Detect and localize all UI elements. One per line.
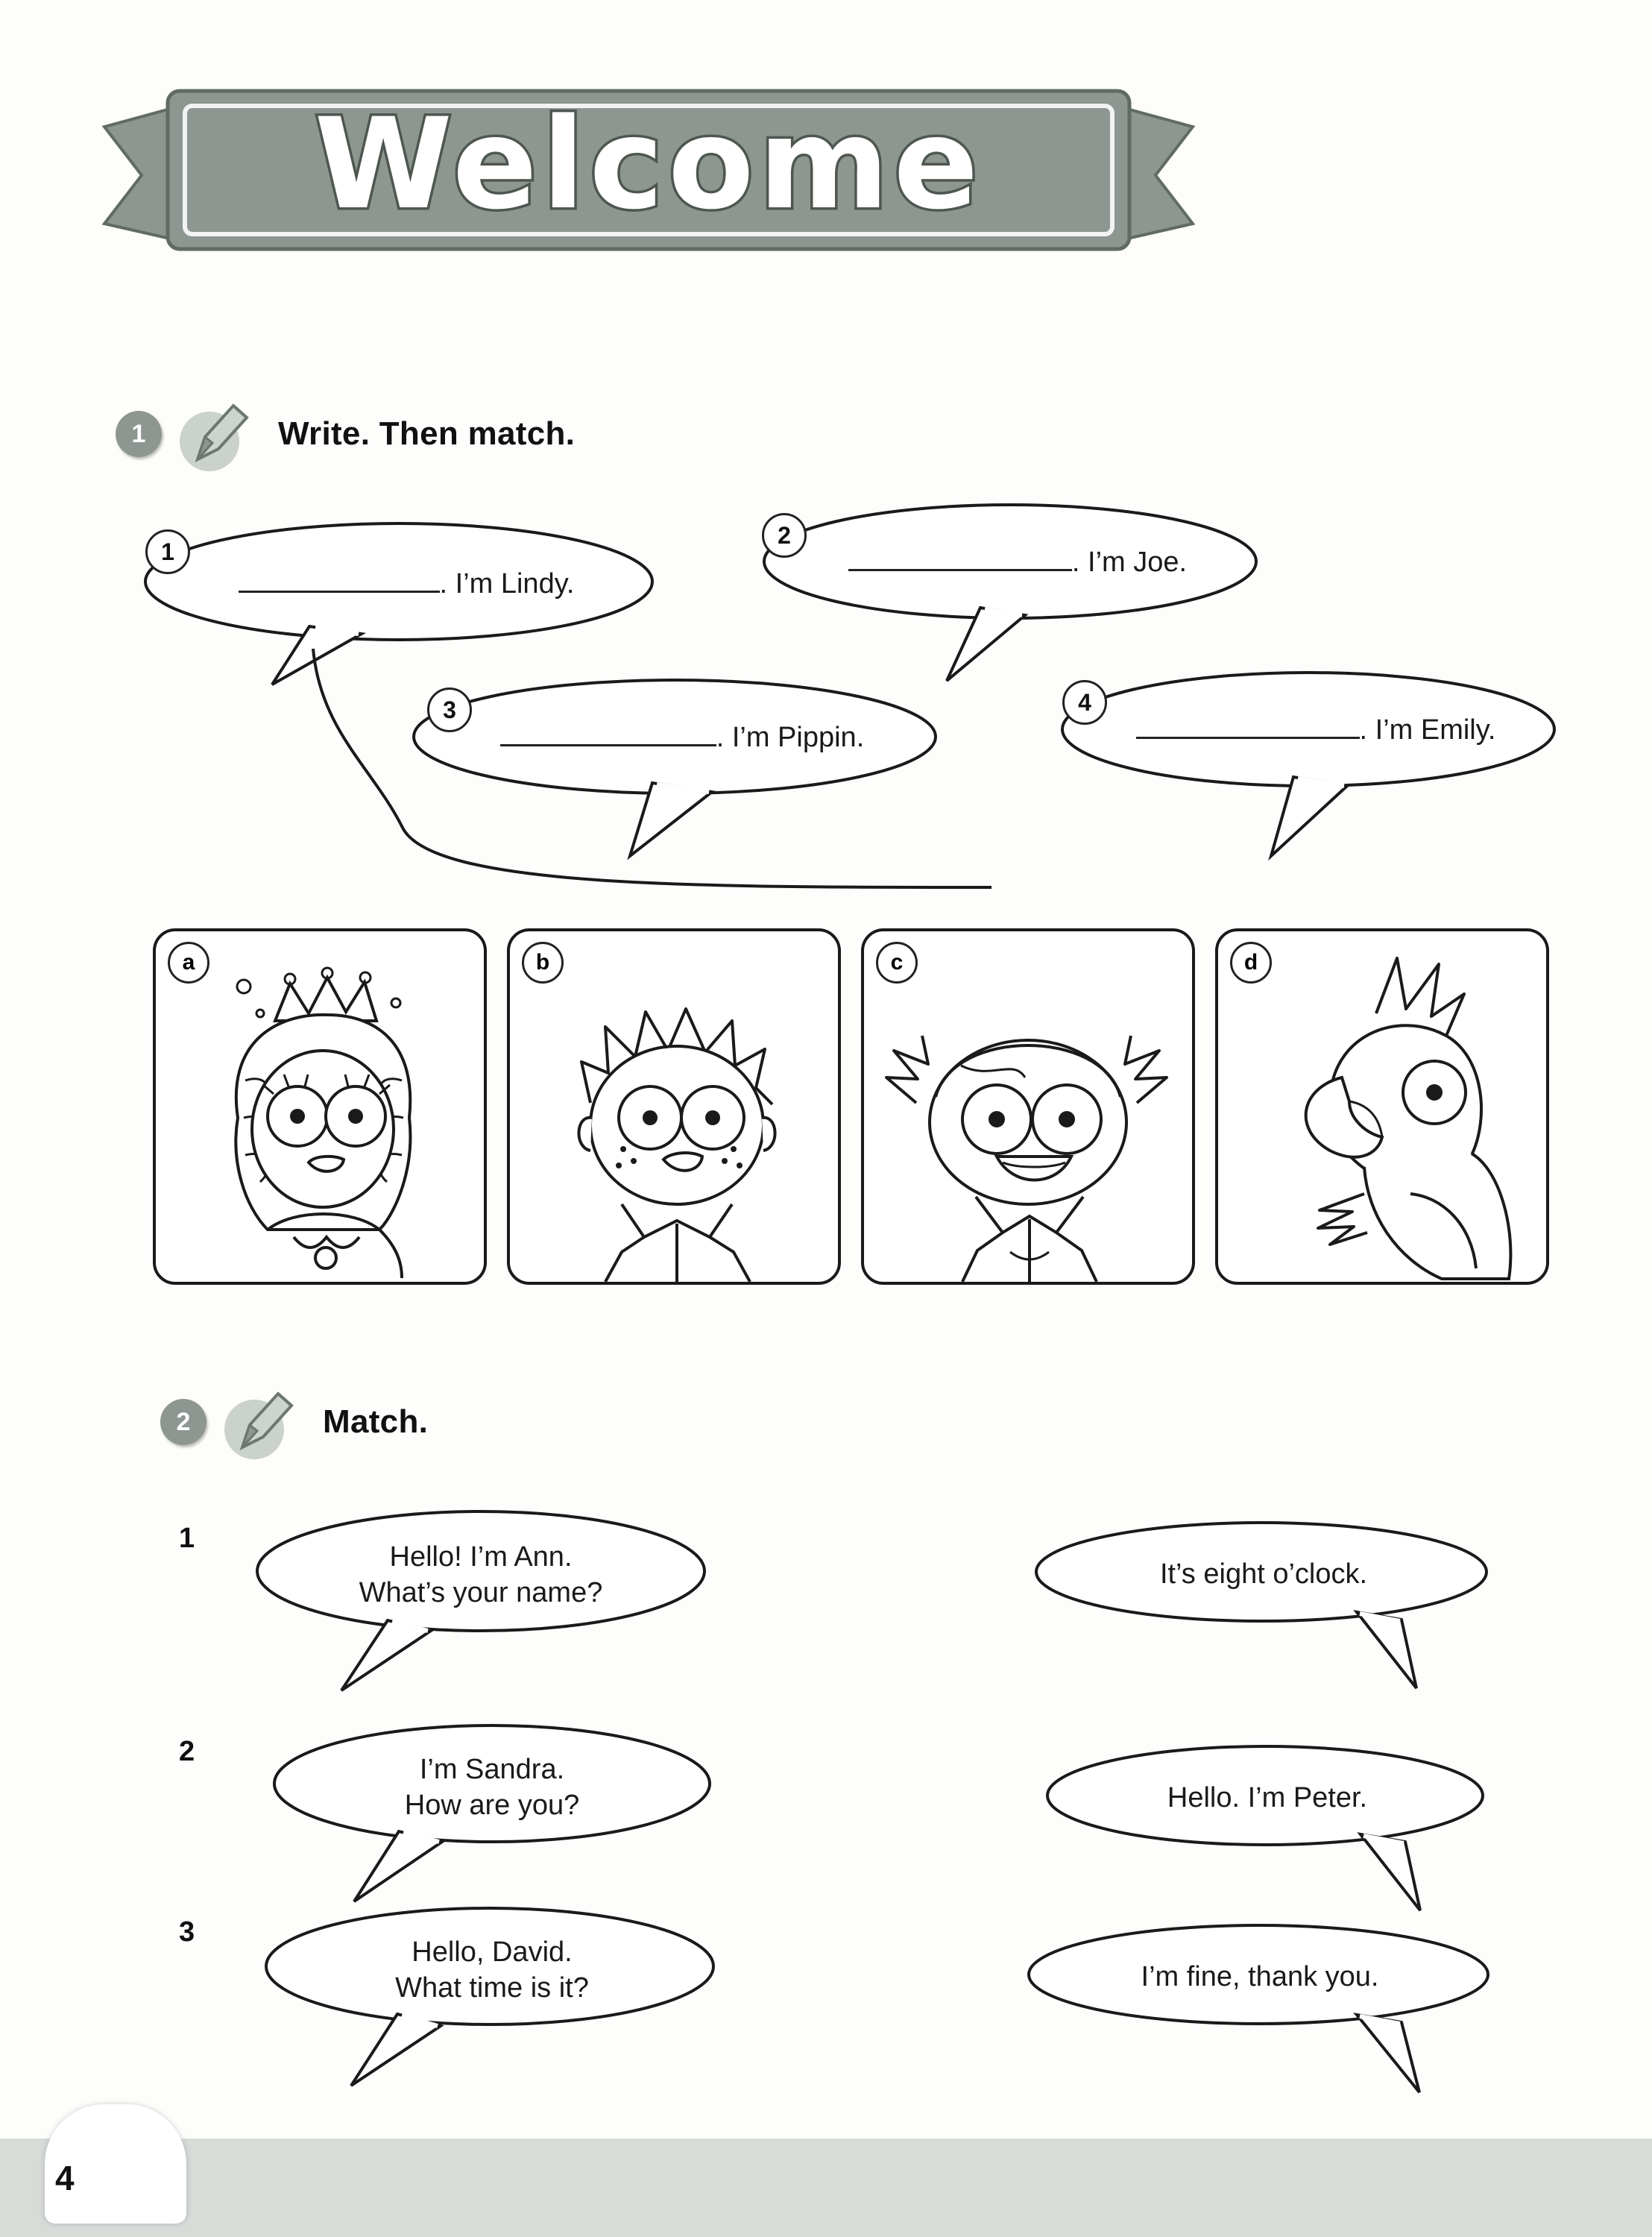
- picture-box-c[interactable]: [861, 928, 1195, 1285]
- banner-title-text: Welcome: [314, 91, 983, 237]
- match-line-example: [246, 641, 1036, 940]
- exercise-1-number: 1: [116, 411, 162, 457]
- bubble-4-text: . I’m Emily.: [1359, 714, 1496, 746]
- match-left-line-2a: I’m Sandra.: [419, 1754, 565, 1785]
- speech-bubble-2: [757, 496, 1279, 638]
- match-row-number-2: 2: [179, 1736, 195, 1767]
- bubble-number-3: 3: [427, 688, 472, 732]
- match-left-bubble-2[interactable]: [265, 1715, 727, 1887]
- match-left-line-2b: How are you?: [404, 1789, 580, 1821]
- speech-bubble-4: [1055, 664, 1577, 813]
- pencil-icon: [220, 1383, 302, 1461]
- match-right-bubble-2[interactable]: [1040, 1737, 1502, 1894]
- picture-box-d[interactable]: [1215, 928, 1549, 1285]
- bubble-3-text: . I’m Pippin.: [716, 722, 865, 753]
- match-right-line-2: Hello. I’m Peter.: [1167, 1782, 1368, 1813]
- match-right-line-1: It’s eight o’clock.: [1159, 1558, 1368, 1590]
- match-row-number-3: 3: [179, 1916, 195, 1948]
- exercise-1-title: Write. Then match.: [278, 415, 576, 452]
- speech-bubble-1: [138, 515, 675, 656]
- bubble-1-text: . I’m Lindy.: [439, 568, 575, 600]
- bubble-2-text: . I’m Joe.: [1071, 547, 1188, 578]
- match-right-bubble-1[interactable]: [1029, 1514, 1506, 1670]
- match-left-line-1b: What’s your name?: [359, 1576, 603, 1608]
- picture-letter-a: a: [168, 942, 209, 984]
- footer-band: [0, 2139, 1652, 2237]
- match-left-bubble-1[interactable]: [246, 1503, 723, 1674]
- pencil-icon: [175, 395, 257, 473]
- picture-box-b[interactable]: [507, 928, 841, 1285]
- match-left-line-1a: Hello! I’m Ann.: [389, 1541, 573, 1573]
- page-number: 4: [55, 2159, 75, 2197]
- exercise-2-title: Match.: [323, 1403, 429, 1440]
- exercise-1-header: [116, 395, 575, 473]
- welcome-banner: [97, 82, 1200, 276]
- match-left-line-3b: What time is it?: [395, 1972, 589, 2004]
- match-right-bubble-3[interactable]: [1021, 1916, 1506, 2073]
- match-left-line-3a: Hello, David.: [412, 1936, 573, 1968]
- exercise-2-header: [160, 1383, 428, 1461]
- exercise-2-number: 2: [160, 1399, 206, 1445]
- picture-letter-c: c: [876, 942, 918, 984]
- match-left-bubble-3[interactable]: [257, 1898, 734, 2069]
- bubble-number-1: 1: [145, 529, 190, 574]
- picture-letter-d: d: [1230, 942, 1272, 984]
- match-row-number-1: 1: [179, 1523, 195, 1554]
- match-right-line-3: I’m fine, thank you.: [1141, 1961, 1379, 1992]
- picture-box-a[interactable]: [153, 928, 487, 1285]
- picture-letter-b: b: [522, 942, 564, 984]
- bubble-number-2: 2: [762, 513, 807, 558]
- bubble-number-4: 4: [1062, 680, 1107, 725]
